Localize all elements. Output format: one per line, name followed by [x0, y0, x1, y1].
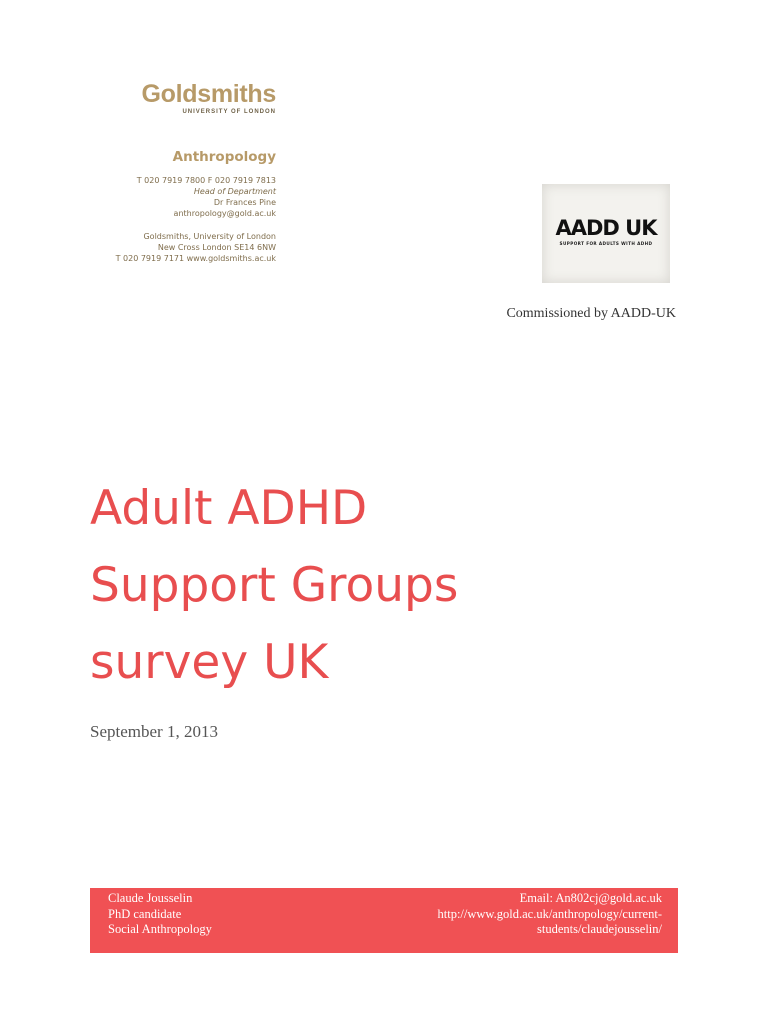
address-line-2: New Cross London SE14 6NW — [157, 243, 276, 252]
author-name: Claude Jousselin — [108, 891, 193, 905]
title-line-3: survey UK — [90, 635, 329, 690]
aadd-uk-logo-text: AADD UK — [555, 216, 657, 240]
author-department: Social Anthropology — [108, 922, 212, 936]
document-date: September 1, 2013 — [90, 722, 218, 741]
author-url-line-1: http://www.gold.ac.uk/anthropology/current- — [437, 906, 662, 921]
address-line-3: T 020 7919 7171 www.goldsmiths.ac.uk — [115, 254, 276, 263]
head-of-department-name: Dr Frances Pine — [213, 198, 276, 207]
title-line-2: Support Groups — [90, 558, 459, 613]
author-footer-bar — [90, 888, 678, 953]
title-line-1: Adult ADHD — [90, 481, 368, 536]
address-line-1: Goldsmiths, University of London — [143, 232, 276, 241]
author-url-line-2: students/claudejousselin/ — [537, 922, 662, 936]
aadd-uk-logo-tagline: SUPPORT FOR ADULTS WITH ADHD — [559, 241, 653, 246]
aadd-uk-logo — [542, 184, 670, 283]
goldsmiths-letterhead — [60, 80, 276, 264]
author-contact — [438, 891, 663, 938]
department-email: anthropology@gold.ac.uk — [173, 209, 276, 218]
department-phone-fax: T 020 7919 7800 F 020 7919 7813 — [136, 176, 276, 185]
commissioned-by-note: Commissioned by AADD-UK — [506, 306, 676, 321]
department-name: Anthropology — [172, 149, 276, 165]
document-title — [90, 470, 690, 701]
goldsmiths-logo: Goldsmiths — [141, 80, 276, 108]
goldsmiths-logo-subtitle: UNIVERSITY OF LONDON — [182, 109, 276, 115]
head-of-department-title: Head of Department — [193, 187, 276, 196]
author-email: Email: An802cj@gold.ac.uk — [519, 891, 662, 905]
author-degree: PhD candidate — [108, 906, 182, 921]
author-details — [108, 891, 212, 938]
